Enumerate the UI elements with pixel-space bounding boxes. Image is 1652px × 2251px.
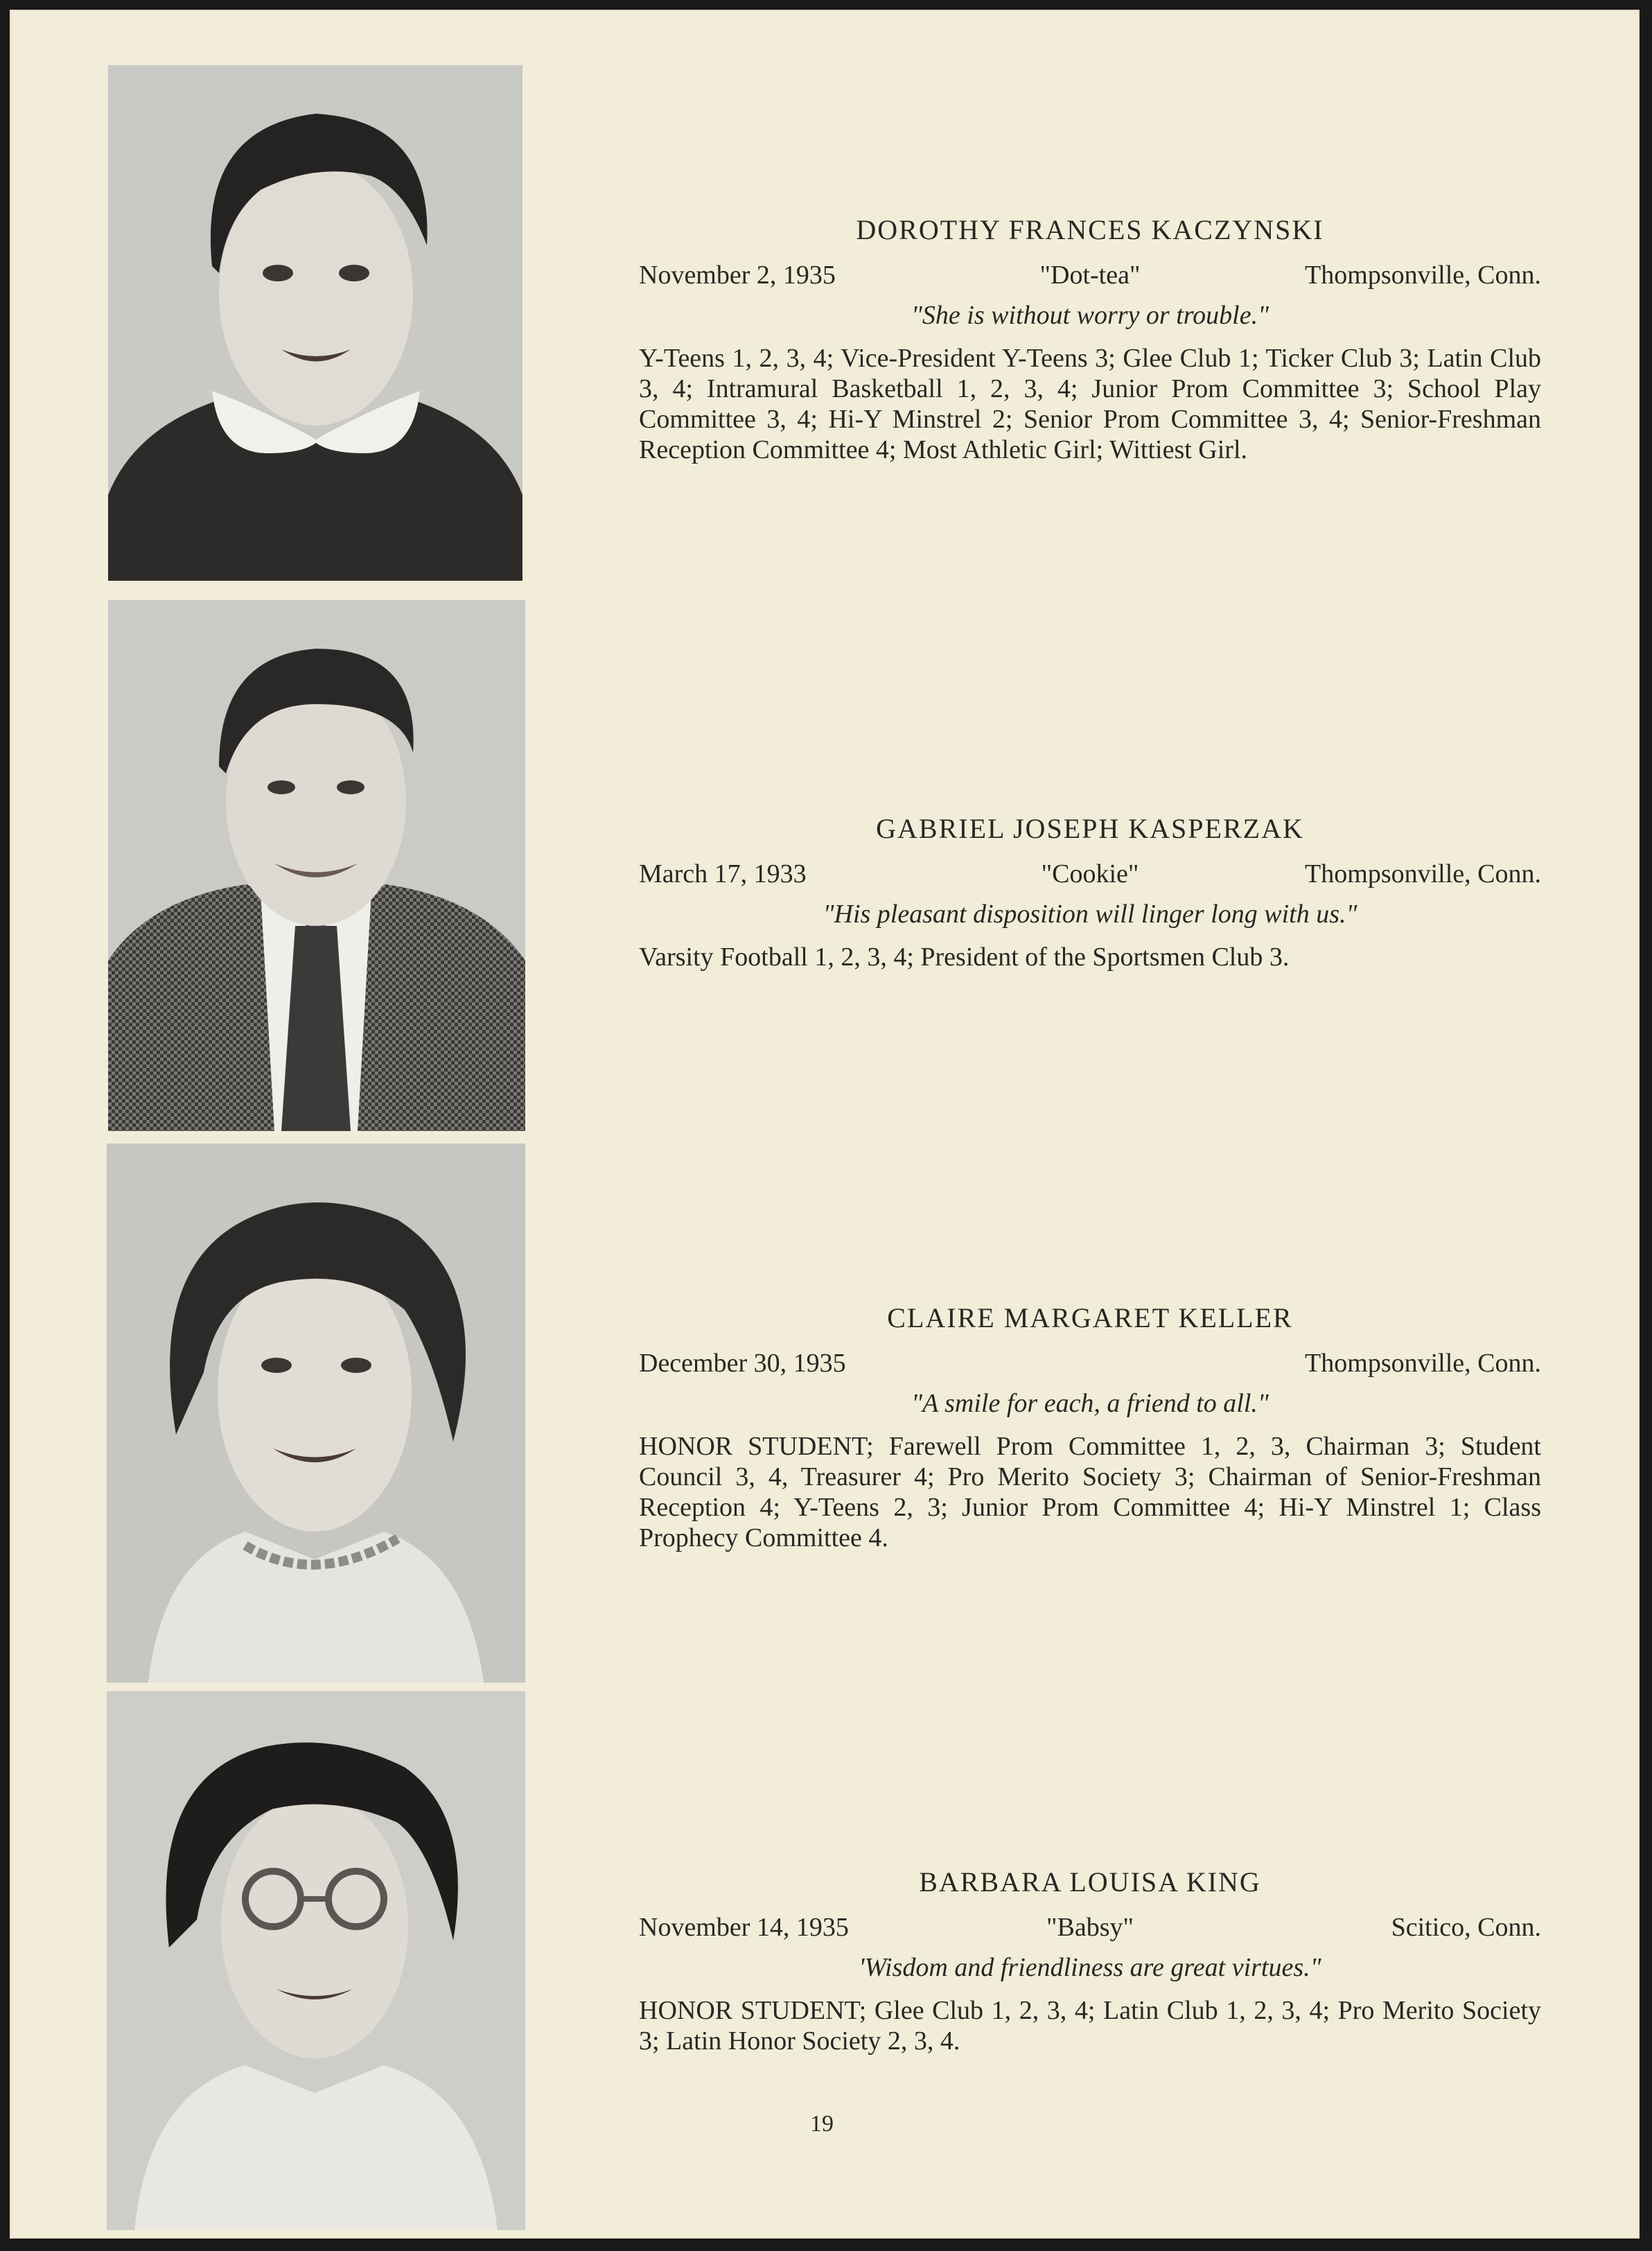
student-quote: "A smile for each, a friend to all." bbox=[911, 1389, 1269, 1418]
page-number: 19 bbox=[810, 2111, 834, 2137]
hometown: Thompsonville, Conn. bbox=[1305, 261, 1541, 290]
student-quote: "His pleasant disposition will linger long with us." bbox=[823, 900, 1357, 929]
birth-date: December 30, 1935 bbox=[639, 1349, 846, 1378]
portrait-photo-barbara-king bbox=[107, 1691, 525, 2230]
student-activities: HONOR STUDENT; Glee Club 1, 2, 3, 4; Latin Club 1, 2, 3, 4; Pro Merito Society 3; Latin Honor Society 2, 3, 4. bbox=[639, 1996, 1541, 2056]
hometown: Thompsonville, Conn. bbox=[1305, 1349, 1541, 1378]
nickname: "Babsy" bbox=[1046, 1913, 1134, 1942]
student-quote: 'Wisdom and friendliness are great virtues." bbox=[859, 1953, 1321, 1982]
student-entry-1 bbox=[639, 213, 1541, 465]
portrait-photo-dorothy-kaczynski bbox=[108, 65, 522, 581]
student-details bbox=[639, 859, 1541, 893]
student-entry-4 bbox=[639, 1866, 1541, 2056]
yearbook-page bbox=[10, 10, 1640, 2239]
student-name: CLAIRE MARGARET KELLER bbox=[887, 1302, 1293, 1333]
student-details bbox=[639, 260, 1541, 295]
student-details bbox=[639, 1912, 1541, 1947]
portrait-photo-claire-keller bbox=[107, 1144, 525, 1683]
hometown: Scitico, Conn. bbox=[1391, 1913, 1541, 1942]
birth-date: March 17, 1933 bbox=[639, 859, 807, 888]
birth-date: November 14, 1935 bbox=[639, 1913, 849, 1942]
student-entry-2 bbox=[639, 812, 1541, 972]
student-name: GABRIEL JOSEPH KASPERZAK bbox=[876, 813, 1304, 844]
portrait-photo-gabriel-kasperzak bbox=[108, 600, 525, 1131]
student-name: BARBARA LOUISA KING bbox=[919, 1866, 1261, 1898]
birth-date: November 2, 1935 bbox=[639, 261, 836, 290]
nickname: "Cookie" bbox=[1041, 859, 1139, 888]
student-activities: Y-Teens 1, 2, 3, 4; Vice-President Y-Teens 3; Glee Club 1; Ticker Club 3; Latin Club 3, 4; Intramural Basketball 1, 2, 3, 4; Junior Prom Committee 3; School Play Committee 3, 4; Hi-Y Minstrel 2; Senior Prom Committee 3, 4; Senior-Freshman Reception Committee 4; Most Athletic Girl; Wittiest Girl. bbox=[639, 344, 1541, 464]
student-quote: "She is without worry or trouble." bbox=[911, 301, 1269, 330]
student-details bbox=[639, 1348, 1541, 1383]
student-name: DOROTHY FRANCES KACZYNSKI bbox=[856, 214, 1324, 245]
student-entry-3 bbox=[639, 1302, 1541, 1553]
hometown: Thompsonville, Conn. bbox=[1305, 859, 1541, 888]
student-activities: HONOR STUDENT; Farewell Prom Committee 1, 2, 3, Chairman 3; Student Council 3, 4, Treasurer 4; Pro Merito Society 3; Chairman of Senior-Freshman Reception 4; Y-Teens 2, 3; Junior Prom Committee 4; Hi-Y Minstrel 1; Class Prophecy Committee 4. bbox=[639, 1432, 1541, 1552]
nickname: "Dot-tea" bbox=[1039, 261, 1141, 290]
student-activities: Varsity Football 1, 2, 3, 4; President of the Sportsmen Club 3. bbox=[639, 943, 1290, 972]
